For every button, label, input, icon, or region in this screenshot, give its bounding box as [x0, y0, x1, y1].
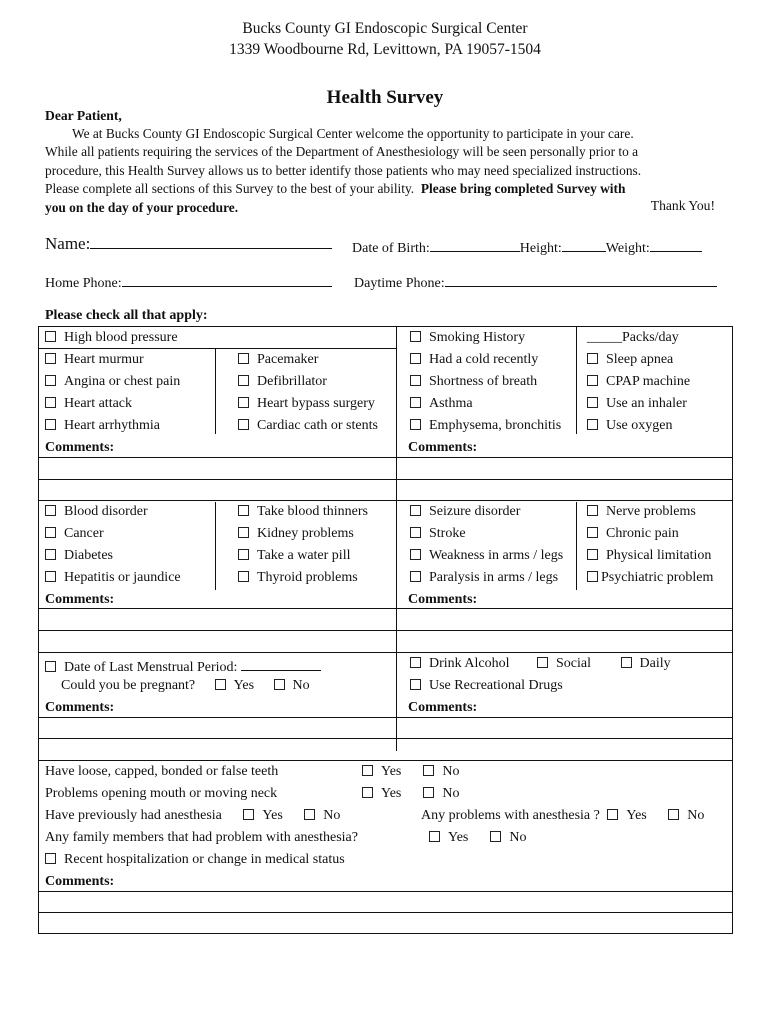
checklist-item-asthma[interactable]	[410, 396, 473, 412]
checkbox[interactable]	[274, 679, 285, 690]
pregnant-label: Could you be pregnant?	[61, 678, 196, 693]
checkbox[interactable]	[587, 571, 598, 582]
col-divider	[215, 348, 216, 434]
checklist-item-pacemaker[interactable]	[238, 352, 318, 368]
checklist-item-chronic-pain[interactable]	[587, 526, 679, 542]
item-label: Heart bypass surgery	[257, 396, 375, 411]
row-divider	[38, 500, 733, 501]
center-divider	[396, 326, 397, 751]
dob-label: Date of Birth:	[352, 241, 430, 256]
item-label: Use oxygen	[606, 418, 673, 433]
checklist-item-high-blood-pressure[interactable]	[45, 330, 178, 346]
intro-line: While all patients requiring the services of the Department of Anesthesiology will be seen personally prior to a	[45, 144, 639, 160]
item-label: Take blood thinners	[257, 504, 368, 519]
checkbox[interactable]	[423, 787, 434, 798]
checklist-item-thyroid[interactable]	[238, 570, 358, 586]
checklist-item-oxygen[interactable]	[587, 418, 673, 434]
weight-label: Weight:	[605, 241, 650, 256]
checkbox[interactable]	[238, 527, 249, 538]
thank-you: Thank You!	[650, 198, 715, 213]
checkbox[interactable]	[410, 505, 421, 516]
checklist-item-cardiac-cath[interactable]	[238, 418, 378, 434]
item-label: Nerve problems	[606, 504, 696, 519]
checkbox[interactable]	[238, 571, 249, 582]
dob-input-line[interactable]	[430, 237, 520, 252]
row-divider	[38, 479, 733, 480]
prev-anesthesia-question: Have previously had anesthesia	[45, 808, 222, 823]
pregnant-row	[61, 678, 310, 694]
family-answers	[429, 830, 527, 846]
checkbox[interactable]	[410, 549, 421, 560]
home-phone-label: Home Phone:	[45, 276, 122, 291]
checkbox[interactable]	[238, 375, 249, 386]
yes-label: Yes	[381, 786, 402, 801]
checkbox[interactable]	[45, 549, 56, 560]
comments-label: Comments:	[408, 700, 478, 715]
checklist-item-recreational-drugs[interactable]	[410, 678, 563, 694]
anesthesia-problems-question: Any problems with anesthesia ?	[421, 808, 600, 823]
item-label: Had a cold recently	[429, 352, 539, 367]
comments-label: Comments:	[408, 440, 478, 455]
checklist-item-kidney[interactable]	[238, 526, 354, 542]
yes-label: Yes	[381, 764, 402, 779]
lmp-row[interactable]	[45, 656, 321, 676]
checkbox[interactable]	[45, 419, 56, 430]
home-phone-input-line[interactable]	[122, 272, 332, 287]
checklist-item-cpap[interactable]	[587, 374, 690, 390]
item-label: Heart attack	[64, 396, 133, 411]
lmp-label: Date of Last Menstrual Period:	[64, 660, 238, 675]
checkbox[interactable]	[362, 787, 373, 798]
checkbox[interactable]	[45, 353, 56, 364]
item-label: Pacemaker	[257, 352, 319, 367]
checkbox[interactable]	[410, 527, 421, 538]
item-label: Asthma	[429, 396, 473, 411]
checkbox[interactable]	[587, 505, 598, 516]
checklist-item-smoking[interactable]	[410, 330, 525, 346]
checklist-item-nerve[interactable]	[587, 504, 696, 520]
item-label: Stroke	[429, 526, 466, 541]
col-divider	[576, 326, 577, 434]
item-label: Recent hospitalization or change in medical status	[64, 852, 345, 867]
no-label: No	[442, 786, 460, 801]
bring-survey-note-cont: you on the day of your procedure.	[45, 199, 239, 215]
checkbox[interactable]	[587, 527, 598, 538]
daytime-phone-row	[354, 272, 717, 292]
col-divider	[215, 502, 216, 590]
item-label: Physical limitation	[606, 548, 712, 563]
checklist-item-cold[interactable]	[410, 352, 538, 368]
checkbox[interactable]	[45, 661, 56, 672]
item-label: Defibrillator	[257, 374, 327, 389]
checklist-item-heart-murmur[interactable]	[45, 352, 144, 368]
checklist-item-stroke[interactable]	[410, 526, 466, 542]
yes-label: Yes	[233, 678, 255, 693]
checkbox[interactable]	[410, 331, 421, 342]
checkbox[interactable]	[45, 375, 56, 386]
checkbox[interactable]	[243, 809, 254, 820]
checkbox[interactable]	[362, 765, 373, 776]
checkbox[interactable]	[410, 375, 421, 386]
item-label: Paralysis in arms / legs	[429, 570, 559, 585]
item-label: Heart murmur	[64, 352, 144, 367]
checklist-item-inhaler[interactable]	[587, 396, 687, 412]
checkbox[interactable]	[587, 375, 598, 386]
checkbox[interactable]	[537, 657, 548, 668]
checkbox[interactable]	[45, 853, 56, 864]
item-label: Hepatitis or jaundice	[64, 570, 181, 585]
drink-label: Drink Alcohol	[429, 656, 510, 671]
greeting: Dear Patient,	[45, 108, 122, 123]
mouth-question: Problems opening mouth or moving neck	[45, 786, 278, 801]
item-label: Sleep apnea	[606, 352, 674, 367]
home-phone-row	[45, 272, 332, 292]
checkbox[interactable]	[490, 831, 501, 842]
checklist-item-defibrillator[interactable]	[238, 374, 327, 390]
item-label: Shortness of breath	[429, 374, 538, 389]
teeth-question: Have loose, capped, bonded or false teeth	[45, 764, 279, 779]
height-label: Height:	[519, 241, 562, 256]
checkbox[interactable]	[423, 765, 434, 776]
name-field-row	[45, 234, 332, 254]
dob-field-row	[352, 237, 702, 257]
intro-line: procedure, this Health Survey allows us to better identify those patients who may need specialized instructions.	[45, 162, 642, 178]
row-divider	[38, 630, 733, 631]
checkbox[interactable]	[304, 809, 315, 820]
row-divider	[38, 348, 396, 349]
item-label: Take a water pill	[257, 548, 351, 563]
checkbox[interactable]	[587, 419, 598, 430]
row-divider	[38, 760, 733, 761]
weight-input-line[interactable]	[650, 237, 702, 252]
center-address: 1339 Woodbourne Rd, Levittown, PA 19057-1504	[229, 41, 541, 58]
checkbox[interactable]	[238, 353, 249, 364]
no-label: No	[687, 808, 705, 823]
yes-label: Yes	[262, 808, 283, 823]
checklist-item-shortness-of-breath[interactable]	[410, 374, 537, 390]
col-divider	[576, 502, 577, 590]
checkbox[interactable]	[410, 571, 421, 582]
checkbox[interactable]	[238, 505, 249, 516]
checklist-item-psychiatric[interactable]	[587, 570, 713, 586]
checkbox[interactable]	[238, 549, 249, 560]
checkbox[interactable]	[45, 527, 56, 538]
checkbox[interactable]	[587, 397, 598, 408]
item-label: Chronic pain	[606, 526, 679, 541]
checkbox[interactable]	[668, 809, 679, 820]
item-label: CPAP machine	[606, 374, 691, 389]
checkbox[interactable]	[215, 679, 226, 690]
packs-per-day-field[interactable]: _____Packs/day	[587, 330, 679, 345]
checkbox[interactable]	[410, 679, 421, 690]
checklist-item-blood-disorder[interactable]	[45, 504, 148, 520]
checklist-item-weakness[interactable]	[410, 548, 563, 564]
height-input-line[interactable]	[562, 237, 606, 252]
daytime-phone-input-line[interactable]	[445, 272, 717, 287]
checklist-item-physical-limitation[interactable]	[587, 548, 711, 564]
teeth-answers	[362, 764, 460, 780]
row-divider	[38, 652, 733, 653]
checkbox[interactable]	[429, 831, 440, 842]
item-label: Kidney problems	[257, 526, 354, 541]
checkbox[interactable]	[410, 353, 421, 364]
item-label: Diabetes	[64, 548, 113, 563]
no-label: No	[509, 830, 527, 845]
comments-label: Comments:	[45, 440, 115, 455]
checklist-item-heart-arrhythmia[interactable]	[45, 418, 160, 434]
page-title: Health Survey	[326, 87, 444, 108]
checkbox[interactable]	[410, 397, 421, 408]
item-label: Emphysema, bronchitis	[429, 418, 562, 433]
checkbox[interactable]	[238, 397, 249, 408]
checkbox[interactable]	[238, 419, 249, 430]
checkbox[interactable]	[45, 397, 56, 408]
checklist-item-seizure[interactable]	[410, 504, 520, 520]
checklist-item-cancer[interactable]	[45, 526, 104, 542]
comments-label: Comments:	[45, 874, 115, 889]
item-label: Seizure disorder	[429, 504, 521, 519]
checkbox[interactable]	[45, 571, 56, 582]
no-label: No	[323, 808, 341, 823]
checklist-item-hepatitis[interactable]	[45, 570, 181, 586]
item-label: Angina or chest pain	[64, 374, 181, 389]
item-label: Smoking History	[429, 330, 526, 345]
item-label: Thyroid problems	[257, 570, 358, 585]
alcohol-row	[410, 656, 671, 672]
lmp-input-line[interactable]	[241, 656, 321, 671]
intro-paragraph	[45, 125, 720, 217]
checkbox[interactable]	[410, 419, 421, 430]
row-divider	[38, 608, 733, 609]
social-label: Social	[556, 656, 591, 671]
prev-anesthesia-row	[45, 808, 340, 824]
item-label: High blood pressure	[64, 330, 178, 345]
daytime-phone-label: Daytime Phone:	[354, 276, 445, 291]
checkbox[interactable]	[587, 353, 598, 364]
family-question: Any family members that had problem with anesthesia?	[45, 830, 358, 845]
checkbox[interactable]	[621, 657, 632, 668]
item-label: Weakness in arms / legs	[429, 548, 564, 563]
row-divider	[38, 717, 733, 718]
checklist-item-emphysema[interactable]	[410, 418, 561, 434]
item-label: Heart arrhythmia	[64, 418, 161, 433]
checkbox[interactable]	[607, 809, 618, 820]
item-label: Blood disorder	[64, 504, 148, 519]
checkbox[interactable]	[410, 657, 421, 668]
row-divider	[38, 738, 733, 739]
checklist-item-blood-thinners[interactable]	[238, 504, 368, 520]
row-divider	[38, 912, 733, 913]
intro-line: We at Bucks County GI Endoscopic Surgical Center welcome the opportunity to participate in your care.	[72, 126, 634, 141]
item-label: Use an inhaler	[606, 396, 687, 411]
checklist-item-paralysis[interactable]	[410, 570, 558, 586]
name-input-line[interactable]	[90, 234, 332, 249]
mouth-answers	[362, 786, 460, 802]
comments-label: Comments:	[45, 700, 115, 715]
comments-label: Comments:	[408, 592, 478, 607]
item-label: Cancer	[64, 526, 104, 541]
comments-label: Comments:	[45, 592, 115, 607]
name-label: Name:	[45, 234, 91, 253]
checklist-item-hospitalization[interactable]	[45, 852, 345, 868]
bring-survey-note: Please bring completed Survey with	[420, 181, 626, 197]
checklist-item-heart-attack[interactable]	[45, 396, 132, 412]
no-label: No	[292, 678, 310, 693]
item-label: Psychiatric problem	[601, 570, 714, 585]
checklist-item-angina[interactable]	[45, 374, 180, 390]
yes-label: Yes	[626, 808, 647, 823]
no-label: No	[442, 764, 460, 779]
row-divider	[38, 457, 733, 458]
row-divider	[38, 891, 733, 892]
checklist-item-water-pill[interactable]	[238, 548, 350, 564]
anesthesia-problems-row	[421, 808, 704, 824]
checkbox[interactable]	[45, 331, 56, 342]
item-label: Use Recreational Drugs	[429, 678, 563, 693]
checklist-item-diabetes[interactable]	[45, 548, 113, 564]
checklist-item-heart-bypass[interactable]	[238, 396, 375, 412]
center-name: Bucks County GI Endoscopic Surgical Center	[242, 20, 528, 37]
daily-label: Daily	[639, 656, 671, 671]
checkbox[interactable]	[45, 505, 56, 516]
intro-line: Please complete all sections of this Survey to the best of your ability.	[45, 181, 415, 197]
yes-label: Yes	[448, 830, 469, 845]
item-label: Cardiac cath or stents	[257, 418, 378, 433]
checklist-item-sleep-apnea[interactable]	[587, 352, 673, 368]
checkbox[interactable]	[587, 549, 598, 560]
checklist-heading: Please check all that apply:	[45, 308, 208, 323]
